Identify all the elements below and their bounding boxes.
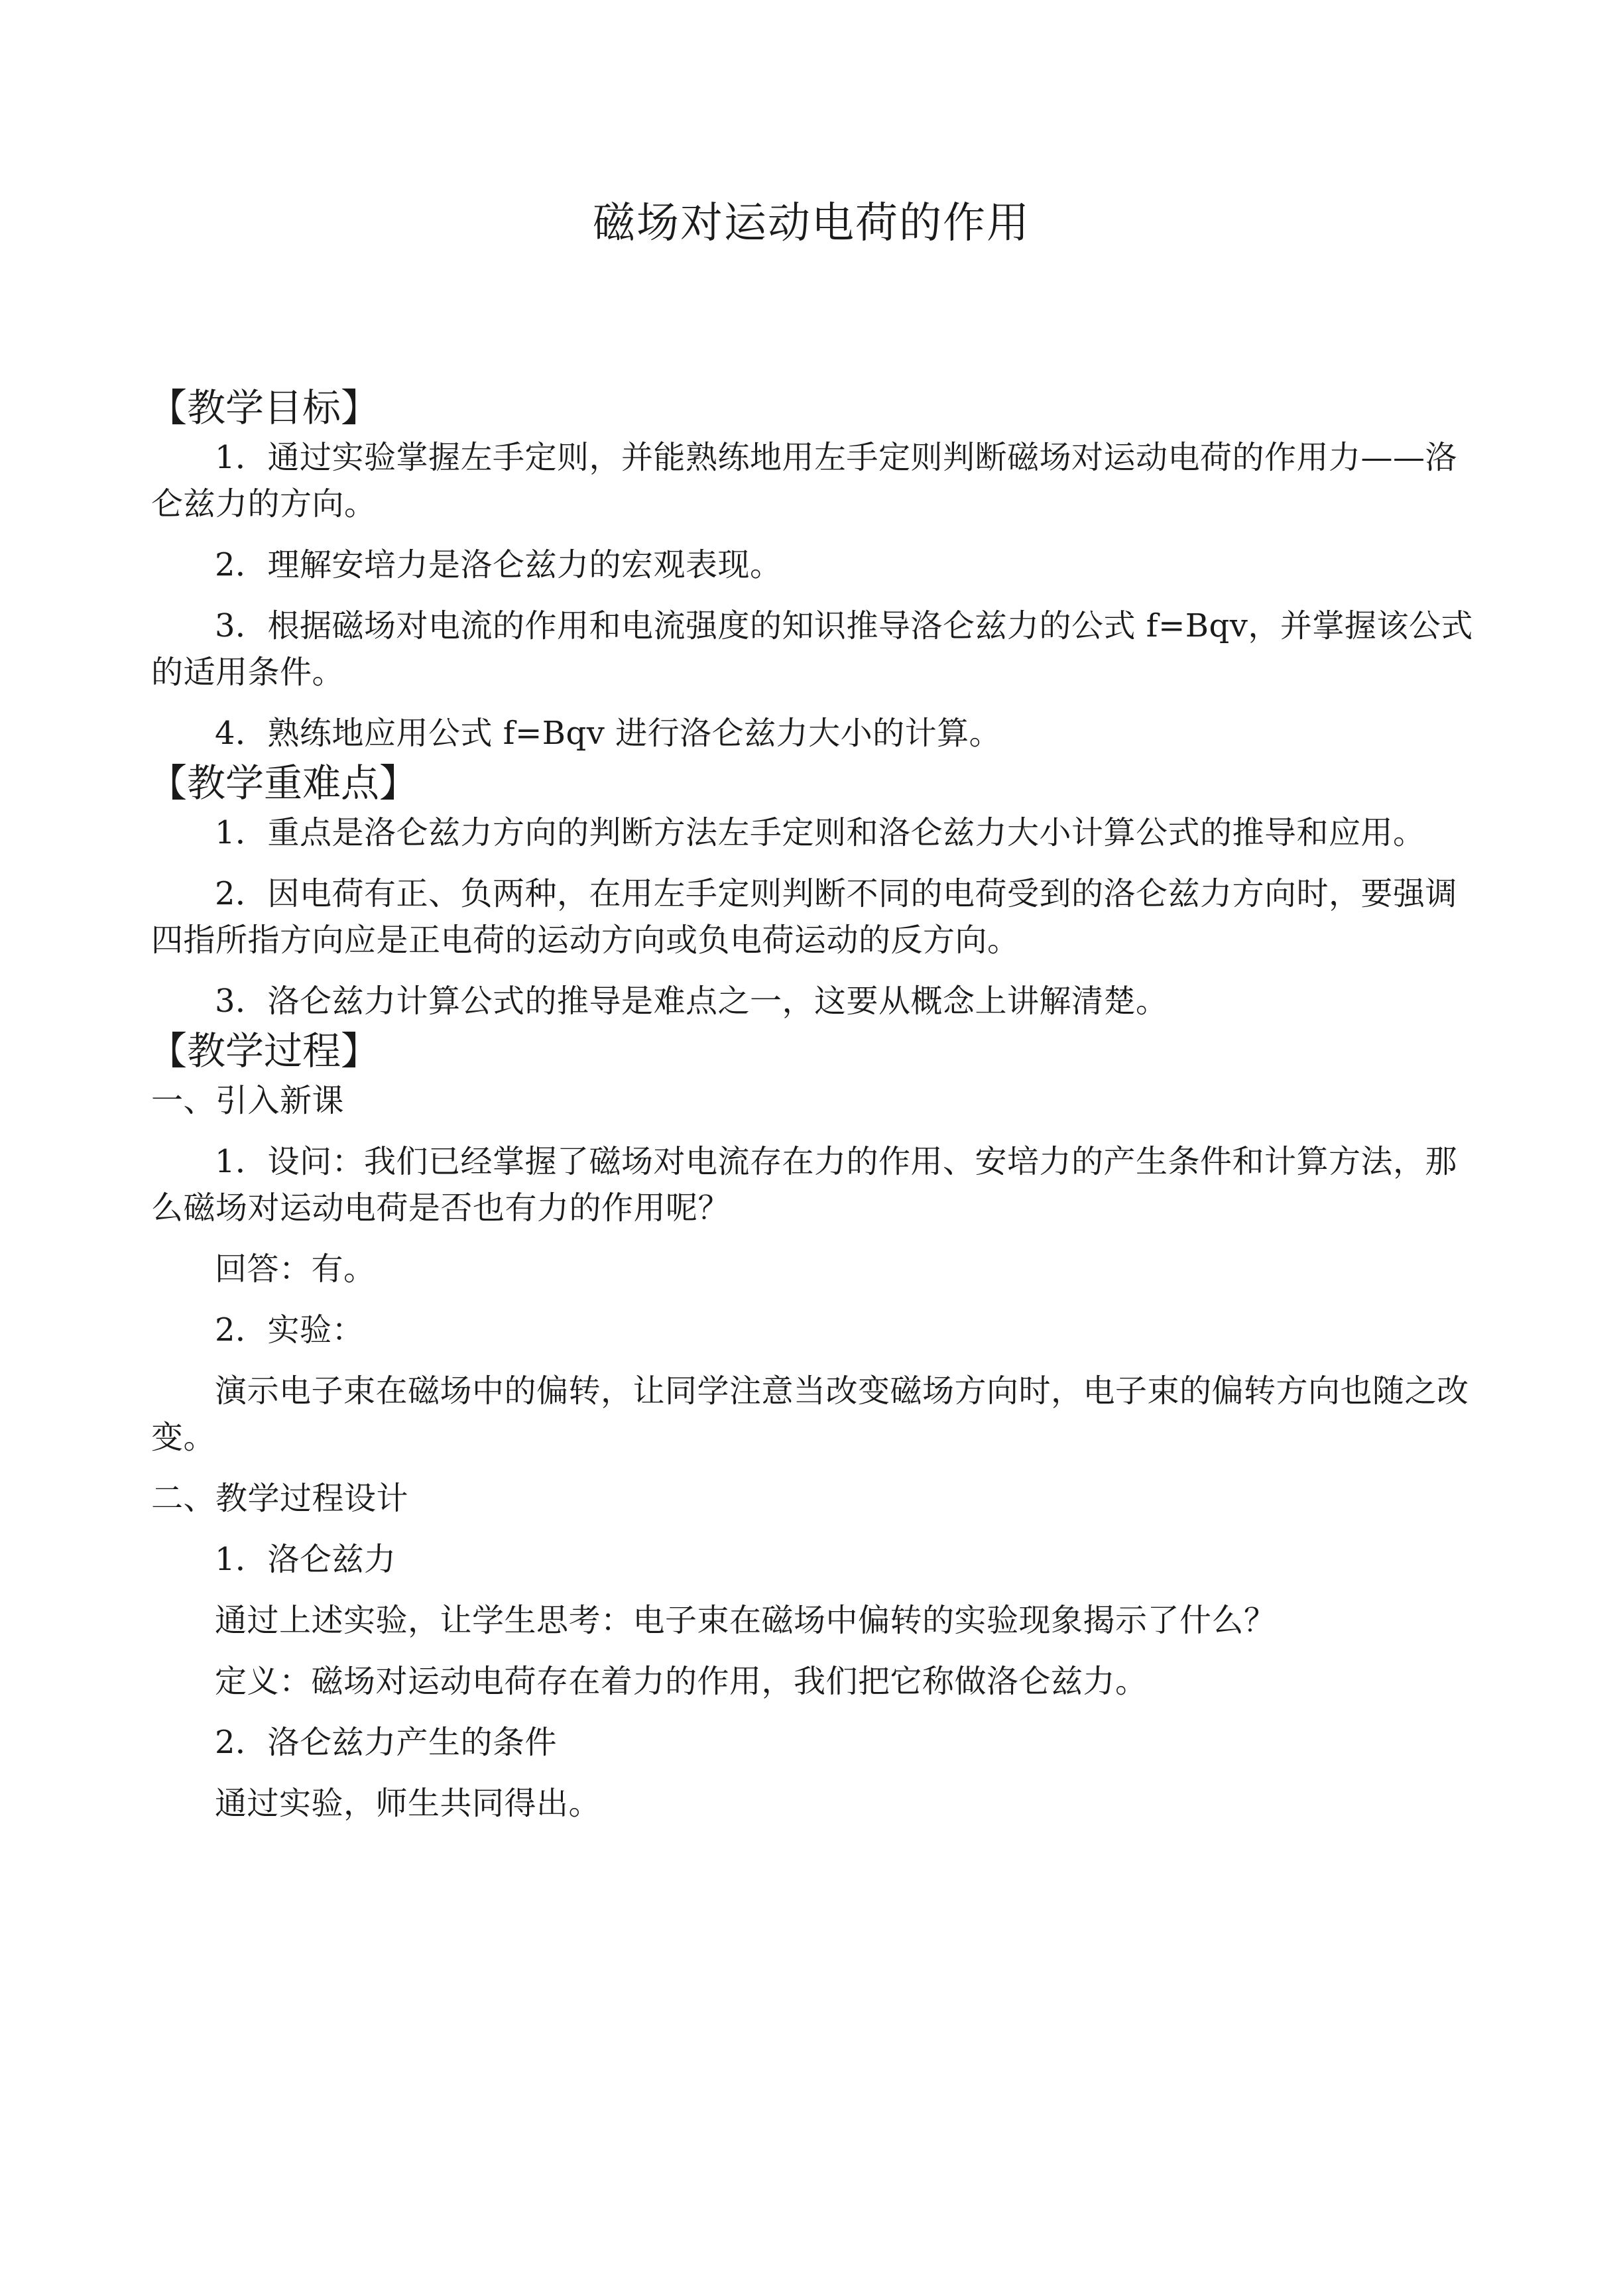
- goal-item-2: 2．理解安培力是洛仑兹力的宏观表现。: [215, 546, 782, 583]
- process-subtext-1: 通过上述实验，让学生思考：电子束在磁场中偏转的实验现象揭示了什么？: [215, 1602, 1276, 1639]
- process-question-1: 1．设问：我们已经掌握了磁场对电流存在力的作用、安培力的产生条件和计算方法，那么磁场对运动电荷是否也有力的作用呢？: [151, 1143, 1458, 1227]
- goal-item-3: 3．根据磁场对电流的作用和电流强度的知识推导洛仑兹力的公式 f=Bqv，并掌握该公式的适用条件。: [151, 607, 1473, 691]
- process-part1-heading: 一、引入新课: [151, 1082, 345, 1119]
- section-heading-process: 【教学过程】: [149, 1028, 380, 1073]
- keypoint-item-3: 3．洛仑兹力计算公式的推导是难点之一，这要从概念上讲解清楚。: [215, 983, 1168, 1020]
- process-demo-text: 演示电子束在磁场中的偏转，让同学注意当改变磁场方向时，电子束的偏转方向也随之改变。: [151, 1372, 1469, 1456]
- goal-item-4: 4．熟练地应用公式 f=Bqv 进行洛仑兹力大小的计算。: [215, 715, 1002, 752]
- keypoint-item-1: 1．重点是洛仑兹力方向的判断方法左手定则和洛仑兹力大小计算公式的推导和应用。: [215, 814, 1425, 851]
- process-experiment-label: 2．实验：: [215, 1311, 365, 1349]
- process-subheading-2: 2．洛仑兹力产生的条件: [215, 1724, 558, 1761]
- process-part2-heading: 二、教学过程设计: [151, 1480, 409, 1517]
- keypoint-item-2: 2．因电荷有正、负两种，在用左手定则判断不同的电荷受到的洛仑兹力方向时，要强调四指所指方向应是正电荷的运动方向或负电荷运动的反方向。: [151, 875, 1458, 959]
- document-title: 磁场对运动电荷的作用: [593, 199, 1030, 248]
- process-answer-1: 回答：有。: [215, 1250, 376, 1288]
- section-heading-keypoints: 【教学重难点】: [149, 760, 418, 806]
- process-definition: 定义：磁场对运动电荷存在着力的作用，我们把它称做洛仑兹力。: [215, 1663, 1148, 1700]
- goal-item-1: 1．通过实验掌握左手定则，并能熟练地用左手定则判断磁场对运动电荷的作用力——洛仑兹力的方向。: [151, 439, 1458, 522]
- section-heading-goals: 【教学目标】: [149, 385, 380, 430]
- document-body: [151, 381, 1484, 1827]
- process-subheading-1: 1．洛仑兹力: [215, 1541, 396, 1578]
- process-subtext-2: 通过实验，师生共同得出。: [215, 1785, 601, 1822]
